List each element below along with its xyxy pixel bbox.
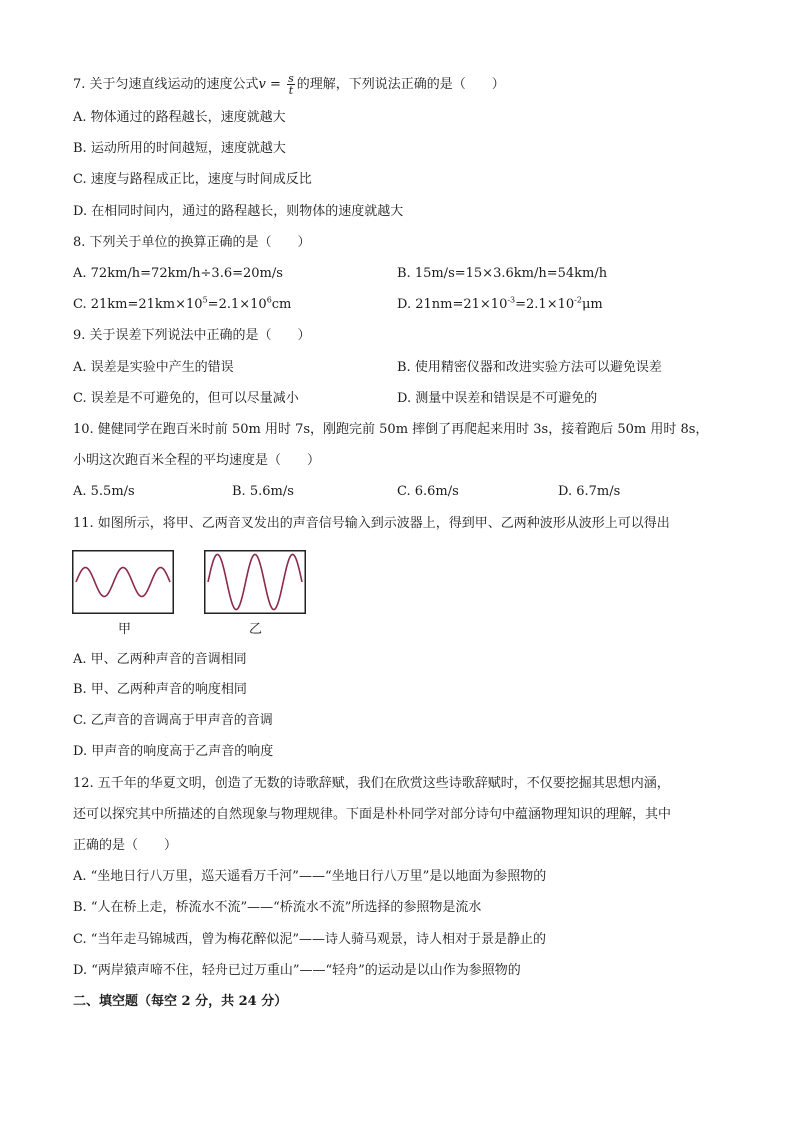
q7-formula-lhs: v <box>258 77 266 92</box>
q10-option-c: C. 6.6m/s <box>397 484 459 499</box>
q11-stem: 11. 如图所示，将甲、乙两音叉发出的声音信号输入到示波器上，得到甲、乙两种波形从波形上可以得出 <box>73 516 670 531</box>
q7-option-c: C. 速度与路程成正比，速度与时间成反比 <box>73 172 312 187</box>
q7-option-d: D. 在相同时间内，通过的路程越长，则物体的速度就越大 <box>73 204 404 219</box>
q10-option-d: D. 6.7m/s <box>558 484 621 499</box>
q8-c-mid: =2.1×10 <box>207 297 267 312</box>
q8-d-mid: =2.1×10 <box>515 297 575 312</box>
q11-option-a: A. 甲、乙两种声音的音调相同 <box>73 652 247 667</box>
q7-fraction-numerator: s <box>288 72 294 85</box>
section-title-fill-in: 二、填空题（每空 2 分，共 24 分） <box>73 994 288 1009</box>
q12-stem-line3: 正确的是（ ） <box>73 838 178 853</box>
q12-option-b: B. “人在桥上走，桥流水不流”——“桥流水不流”所选择的参照物是流水 <box>73 900 482 915</box>
q7-option-a: A. 物体通过的路程越长，速度就越大 <box>73 110 286 125</box>
q8-c-exp2: 6 <box>266 295 272 305</box>
q11-option-d: D. 甲声音的响度高于乙声音的响度 <box>73 744 274 759</box>
waveform-jia-frame <box>73 551 174 614</box>
q12-stem-line2: 还可以探究其中所描述的自然现象与物理规律。下面是朴朴同学对部分诗句中蕴涵物理知识的理解，其中 <box>73 807 672 822</box>
q9-option-c: C. 误差是不可避免的，但可以尽量减小 <box>73 391 299 406</box>
q8-c-pre: C. 21km=21km×10 <box>73 297 203 312</box>
q7-option-b: B. 运动所用的时间越短，速度就越大 <box>73 141 286 156</box>
q8-d-post: μm <box>581 297 603 312</box>
waveform-yi <box>204 550 306 614</box>
q8-d-exp1: -3 <box>507 295 516 305</box>
q8-option-d <box>397 295 603 315</box>
q9-option-b: B. 使用精密仪器和改进实验方法可以避免误差 <box>397 360 662 375</box>
q10-stem-line2: 小明这次跑百米全程的平均速度是（ ） <box>73 453 321 468</box>
q8-option-b: B. 15m/s=15×3.6km/h=54km/h <box>397 266 608 281</box>
q9-option-a: A. 误差是实验中产生的错误 <box>73 360 234 375</box>
waveform-yi-label: 乙 <box>249 622 263 637</box>
q10-option-a: A. 5.5m/s <box>73 484 135 499</box>
waveform-jia-label: 甲 <box>118 622 132 637</box>
q12-stem-line1: 12. 五千年的华夏文明，创造了无数的诗歌辞赋，我们在欣赏这些诗歌辞赋时，不仅要挖掘其思想内涵， <box>73 776 670 791</box>
q7-formula-eq: = <box>265 77 286 92</box>
q7-fraction <box>287 73 295 96</box>
q7-prefix: 7. 关于匀速直线运动的速度公式 <box>73 77 259 92</box>
q10-stem-line1: 10. 健健同学在跑百米时前 50m 用时 7s，刚跑完前 50m 摔倒了再爬起来用时 3s，接着跑后 50m 用时 8s， <box>73 422 709 437</box>
waveform-jia <box>72 550 174 614</box>
q8-c-post: cm <box>271 297 292 312</box>
q12-option-a: A. “坐地日行八万里，巡天遥看万千河”——“坐地日行八万里”是以地面为参照物的 <box>73 869 547 884</box>
q9-option-d: D. 测量中误差和错误是不可避免的 <box>397 391 598 406</box>
q12-option-c: C. “当年走马锦城西，曾为梅花醉似泥”——诗人骑马观景，诗人相对于景是静止的 <box>73 932 547 947</box>
q11-option-c: C. 乙声音的音调高于甲声音的音调 <box>73 713 273 728</box>
q9-stem: 9. 关于误差下列说法中正确的是（ ） <box>73 328 311 343</box>
q10-option-b: B. 5.6m/s <box>232 484 294 499</box>
q8-stem: 8. 下列关于单位的换算正确的是（ ） <box>73 235 311 250</box>
q8-option-c <box>73 295 291 315</box>
q12-option-d: D. “两岸猿声啼不住，轻舟已过万重山”——“轻舟”的运动是以山作为参照物的 <box>73 963 521 978</box>
q7-suffix: 的理解，下列说法正确的是（ ） <box>296 77 505 92</box>
q8-d-pre: D. 21nm=21×10 <box>397 297 508 312</box>
q11-option-b: B. 甲、乙两种声音的响度相同 <box>73 682 247 697</box>
q7-stem <box>73 73 505 96</box>
q8-c-exp1: 5 <box>202 295 208 305</box>
q8-option-a: A. 72km/h=72km/h÷3.6=20m/s <box>73 266 283 281</box>
waveform-yi-frame <box>205 551 306 614</box>
q7-fraction-denominator: t <box>288 84 294 97</box>
q8-d-exp2: -2 <box>574 295 582 305</box>
